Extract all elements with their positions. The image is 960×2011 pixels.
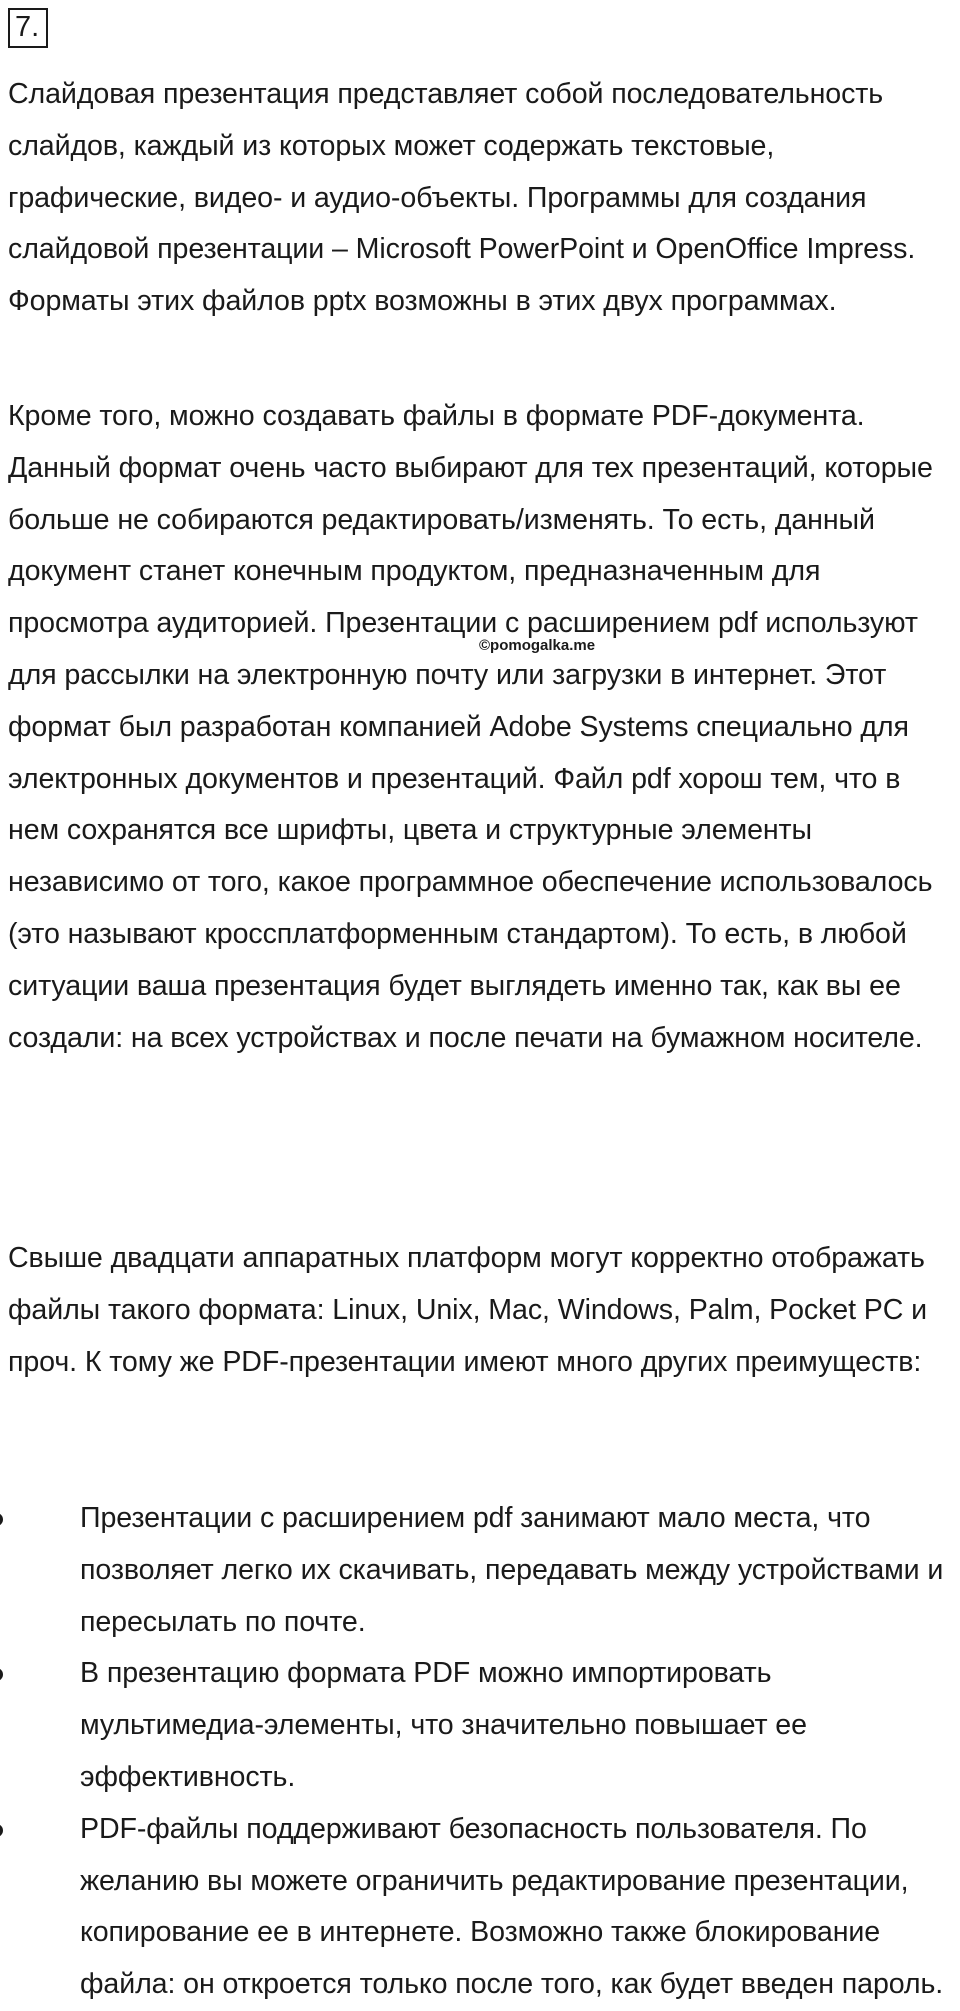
advantages-list — [8, 1493, 956, 2011]
list-item — [8, 1804, 956, 2011]
bullet-dot-icon — [0, 1668, 3, 1681]
list-item — [8, 1493, 956, 1648]
bullet-dot-icon — [0, 1513, 3, 1526]
watermark: ©pomogalka.me — [479, 637, 596, 654]
task-number-box: 7. — [8, 8, 48, 48]
list-item-text: Презентации с расширением pdf занимают мало места, что позволяет легко их скачивать, передавать между устройствами и пересылать по почте. — [80, 1502, 944, 1638]
list-item-text: PDF-файлы поддерживают безопасность пользователя. По желанию вы можете ограничить редактирование презентации, копирование ее в интернете. Возможно также блокирование файла: он откроется только после того, как будет введен пароль. — [80, 1812, 944, 2001]
bullet-dot-icon — [0, 1824, 3, 1837]
paragraph-intro: Слайдовая презентация представляет собой последовательность слайдов, каждый из которых может содержать текстовые, графические, видео- и аудио-объекты. Программы для создания слайдовой презентации – Microsoft PowerPoint и OpenOffice Impress. Форматы этих файлов pptx возможны в этих двух программах. — [8, 78, 916, 318]
list-item-text: В презентацию формата PDF можно импортировать мультимедиа-элементы, что значительно повышает ее эффективность. — [80, 1657, 807, 1793]
paragraph-platforms: Свыше двадцати аппаратных платформ могут корректно отображать файлы такого формата: Linux, Unix, Mac, Windows, Palm, Pocket PC и проч. К тому же PDF-презентации имеют много других преимуществ: — [8, 1242, 928, 1378]
paragraph-pdf-format: Кроме того, можно создавать файлы в формате PDF-документа. Данный формат очень часто выбирают для тех презентаций, которые больше не собираются редактировать/изменять. То есть, данный документ станет конечным продуктом, предназначенным для просмотра аудиторией. Презентации с расширением pdf используют для рассылки на электронную почту или загрузки в интернет. Этот формат был разработан компанией Adobe Systems специально для электронных документов и презентаций. Файл pdf хорош тем, что в нем сохранятся все шрифты, цвета и структурные элементы независимо от того, какое программное обеспечение использовалось (это называют кроссплатформенным стандартом). То есть, в любой ситуации ваша презентация будет выглядеть именно так, как вы ее создали: на всех устройствах и после печати на бумажном носителе. — [8, 400, 933, 1054]
list-item — [8, 1648, 956, 1803]
